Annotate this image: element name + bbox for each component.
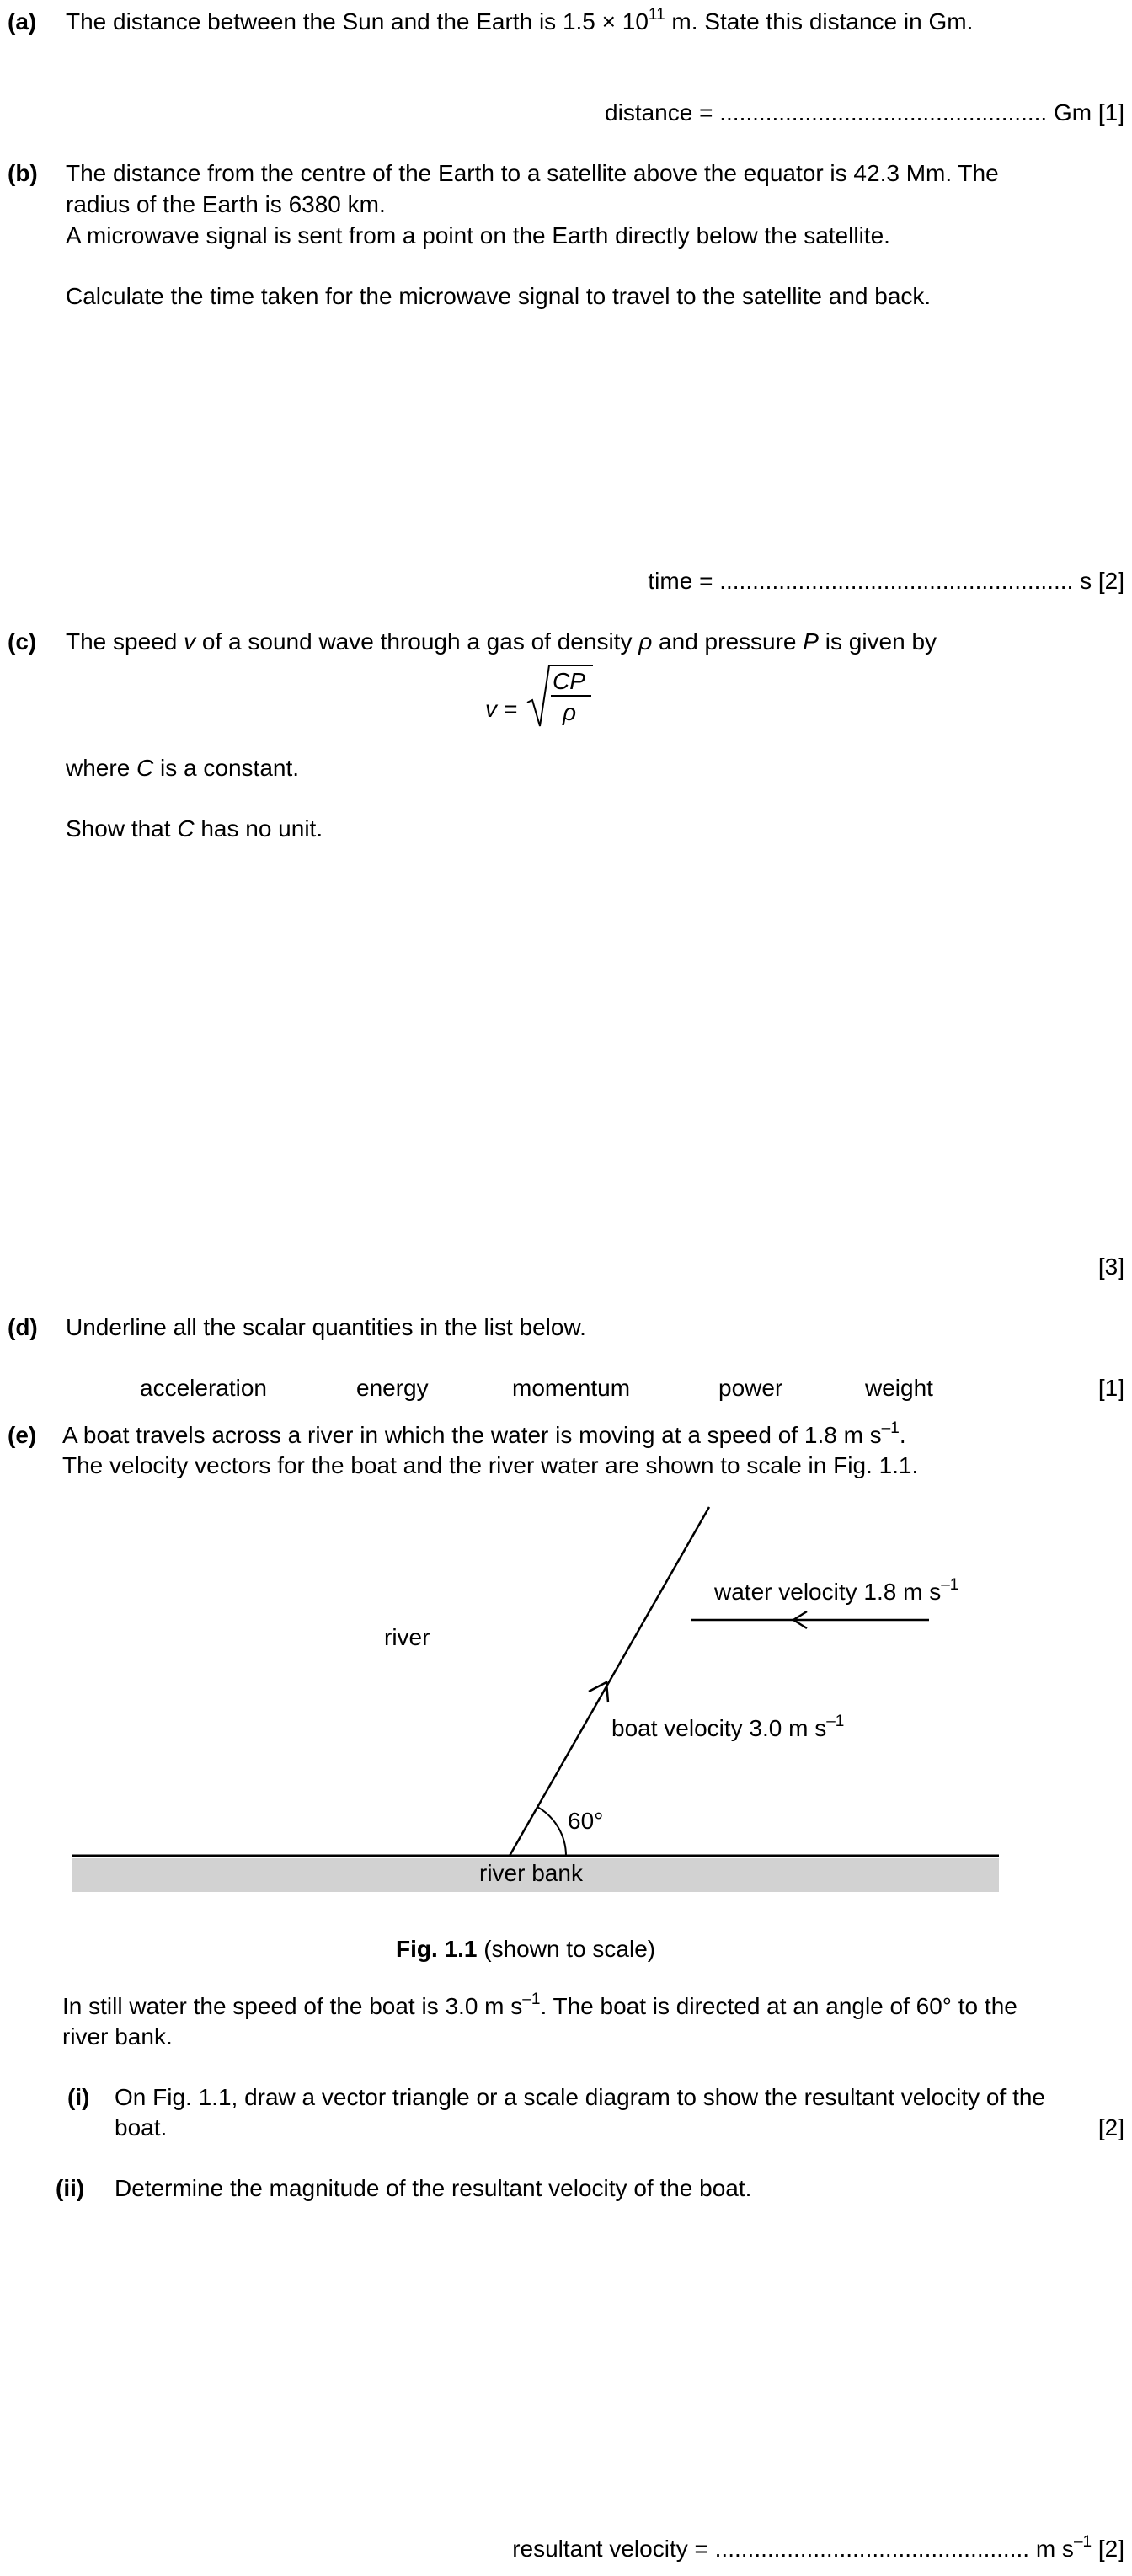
part-a-label: (a) bbox=[8, 8, 37, 35]
text: where bbox=[66, 755, 137, 781]
water-velocity-label bbox=[714, 1575, 959, 1606]
answer-unit: m s bbox=[1029, 2536, 1074, 2562]
scalar-option-acceleration[interactable]: acceleration bbox=[140, 1375, 267, 1401]
equation-lhs: v = bbox=[485, 696, 518, 722]
boat-velocity-label bbox=[611, 1712, 845, 1742]
river-bank-label: river bank bbox=[479, 1860, 583, 1886]
part-d-label: (d) bbox=[8, 1314, 38, 1340]
text: In still water the speed of the boat is 3.0 m s bbox=[62, 1993, 523, 2019]
scalar-option-energy[interactable]: energy bbox=[356, 1375, 429, 1401]
part-e-line2: The velocity vectors for the boat and the river water are shown to scale in Fig. 1.1. bbox=[62, 1452, 919, 1478]
answer-dots[interactable]: ...................................................... bbox=[719, 568, 1074, 594]
answer-label: resultant velocity = bbox=[512, 2536, 715, 2562]
part-e-i-line2: boat. bbox=[115, 2114, 168, 2140]
river-label: river bbox=[384, 1624, 430, 1650]
part-e-i-label: (i) bbox=[67, 2084, 90, 2110]
text: A boat travels across a river in which the water is moving at a speed of 1.8 m s bbox=[62, 1422, 882, 1448]
answer-exponent: –1 bbox=[1073, 2532, 1092, 2551]
part-d-marks: [1] bbox=[1097, 1375, 1124, 1401]
part-c-marks: [3] bbox=[1097, 1253, 1124, 1280]
scalar-option-power[interactable]: power bbox=[718, 1375, 783, 1401]
part-b-line2: radius of the Earth is 6380 km. bbox=[66, 191, 386, 217]
figure-caption bbox=[396, 1936, 655, 1963]
answer-unit: Gm [1] bbox=[1047, 99, 1124, 126]
part-e-label: (e) bbox=[8, 1422, 37, 1448]
answer-dots[interactable]: .................................................. bbox=[719, 99, 1048, 126]
equation-denominator: ρ bbox=[563, 699, 577, 725]
part-b-line4: Calculate the time taken for the microwave signal to travel to the satellite and back. bbox=[66, 283, 932, 309]
exponent: –1 bbox=[522, 1990, 541, 2008]
equation-numerator: CP bbox=[553, 668, 585, 694]
angle-arc bbox=[537, 1807, 566, 1856]
answer-label: distance = bbox=[605, 99, 720, 126]
text: is a constant. bbox=[153, 755, 300, 781]
symbol-v: v bbox=[184, 628, 196, 655]
part-c-label: (c) bbox=[8, 628, 37, 655]
symbol-p: P bbox=[803, 628, 819, 655]
exponent: –1 bbox=[881, 1419, 900, 1437]
part-b-line3: A microwave signal is sent from a point on the Earth directly below the satellite. bbox=[66, 222, 890, 249]
exponent: –1 bbox=[826, 1712, 845, 1730]
part-e-i-line1: On Fig. 1.1, draw a vector triangle or a scale diagram to show the resultant velocity of the bbox=[115, 2084, 1045, 2110]
caption-text: (shown to scale) bbox=[477, 1936, 656, 1962]
text: . The boat is directed at an angle of 60° to the bbox=[540, 1993, 1017, 2019]
text: has no unit. bbox=[194, 815, 323, 842]
answer-marks: [2] bbox=[1092, 2536, 1124, 2562]
part-a-text-end: m. State this distance in Gm. bbox=[665, 8, 974, 35]
still-water-line1 bbox=[62, 1990, 1017, 2020]
symbol-rho: ρ bbox=[638, 628, 653, 655]
exponent: –1 bbox=[941, 1575, 959, 1594]
scalar-option-momentum[interactable]: momentum bbox=[512, 1375, 631, 1401]
caption-number: Fig. 1.1 bbox=[396, 1936, 478, 1962]
text: is given by bbox=[818, 628, 937, 655]
part-d-question: Underline all the scalar quantities in the list below. bbox=[66, 1314, 586, 1340]
boat-velocity-vector bbox=[510, 1507, 709, 1856]
part-e-ii-label: (ii) bbox=[56, 2175, 85, 2201]
scalar-option-weight[interactable]: weight bbox=[865, 1375, 933, 1401]
part-e-answer-line[interactable] bbox=[512, 2532, 1124, 2563]
text: The speed bbox=[66, 628, 184, 655]
answer-label: time = bbox=[648, 568, 720, 594]
symbol-c: C bbox=[136, 755, 154, 781]
text: and pressure bbox=[652, 628, 804, 655]
part-e-i-marks: [2] bbox=[1097, 2114, 1124, 2140]
angle-label: 60° bbox=[568, 1808, 604, 1834]
part-b-line1: The distance from the centre of the Earth to a satellite above the equator is 42.3 Mm. The bbox=[66, 160, 999, 186]
text: water velocity 1.8 m s bbox=[714, 1579, 942, 1605]
still-water-line2: river bank. bbox=[62, 2023, 173, 2050]
text: of a sound wave through a gas of density bbox=[195, 628, 639, 655]
part-a-text: The distance between the Sun and the Earth is 1.5 × 10 bbox=[66, 8, 649, 35]
answer-dots[interactable]: ................................................ bbox=[714, 2536, 1030, 2562]
symbol-c: C bbox=[177, 815, 195, 842]
text: . bbox=[899, 1422, 906, 1448]
text: Show that bbox=[66, 815, 178, 842]
text: boat velocity 3.0 m s bbox=[611, 1715, 827, 1741]
part-b-label: (b) bbox=[8, 160, 38, 186]
answer-unit: s [2] bbox=[1073, 568, 1124, 594]
part-e-ii-question: Determine the magnitude of the resultant velocity of the boat. bbox=[115, 2175, 752, 2201]
part-a-exponent: 11 bbox=[648, 5, 665, 24]
